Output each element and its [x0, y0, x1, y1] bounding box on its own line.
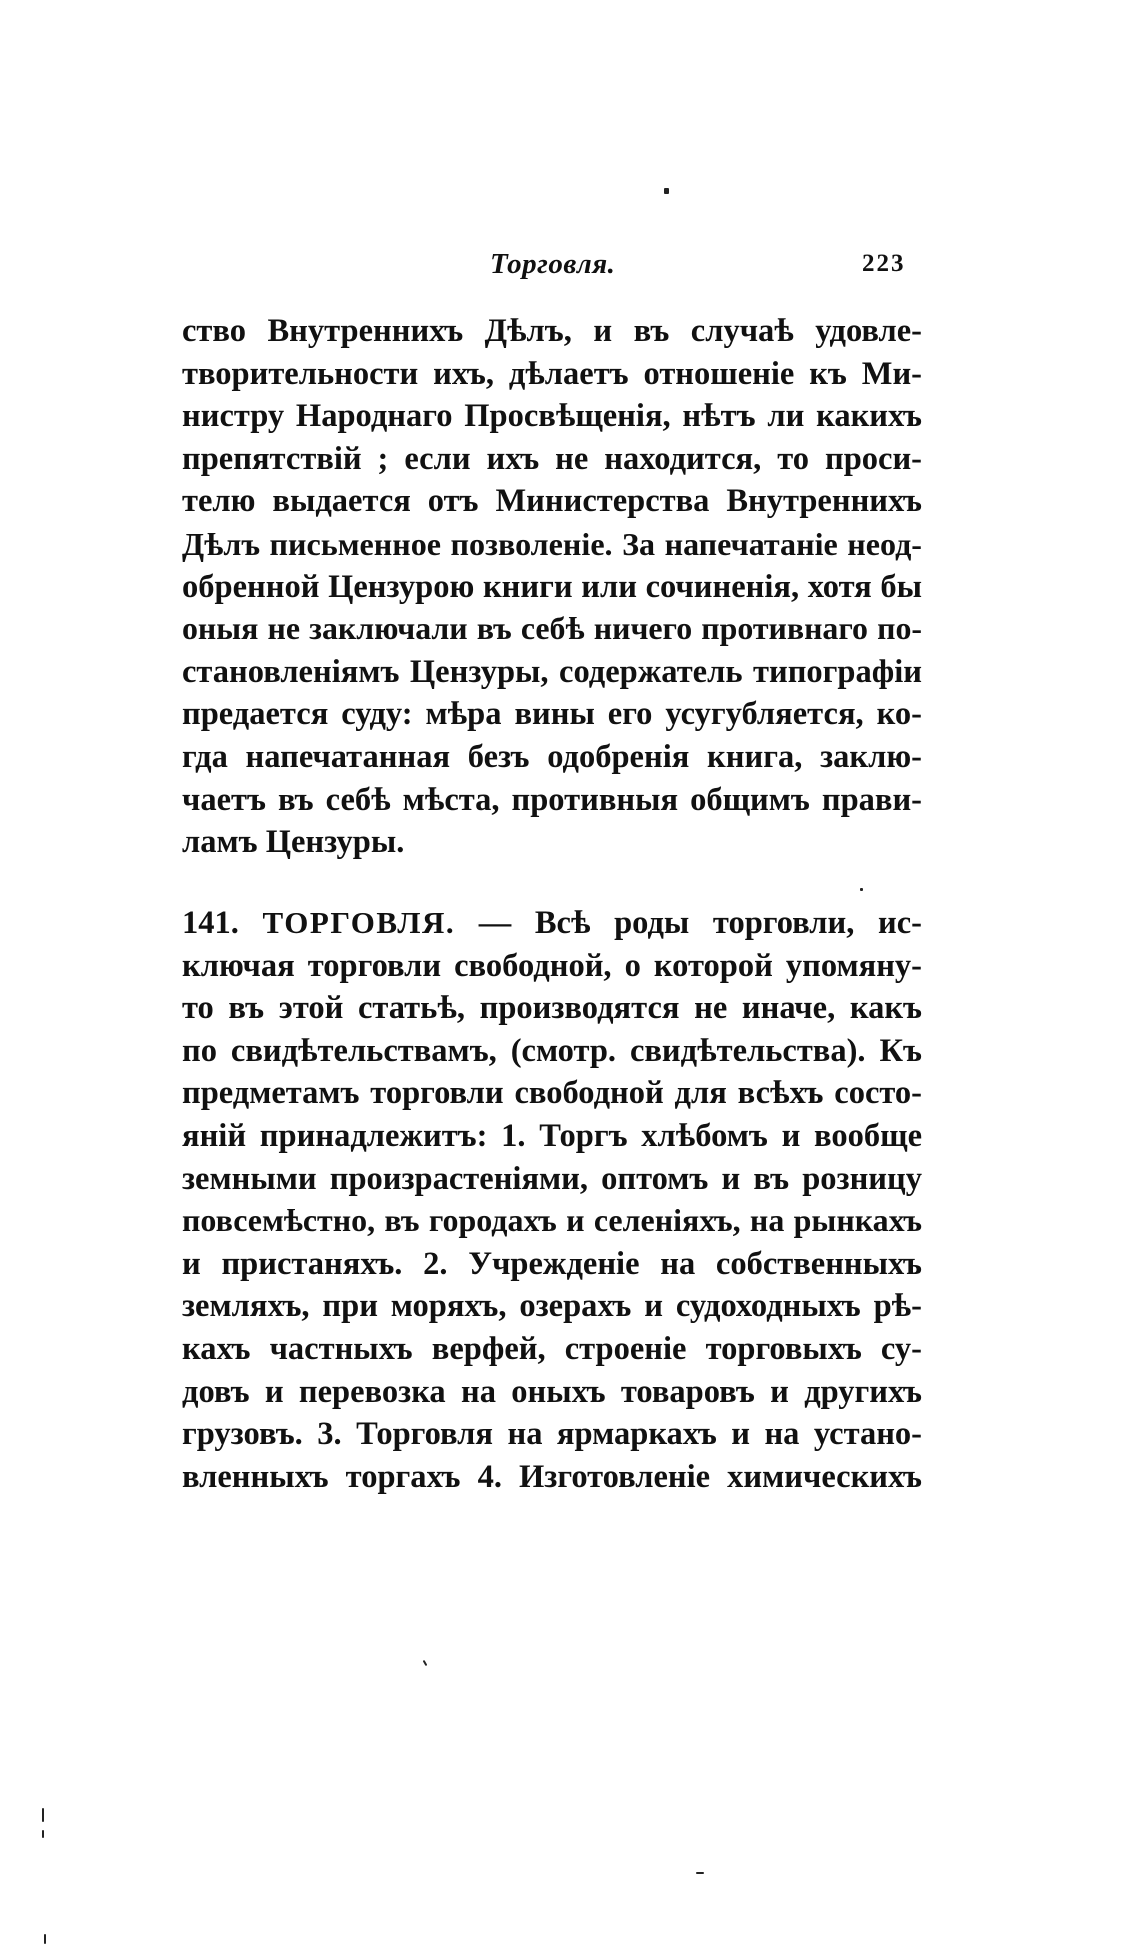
text-line: по свидѣтельствамъ, (смотр. свидѣтельства). Къ	[182, 1032, 922, 1069]
text-line: предметамъ торговли свободной для всѣхъ состо-	[182, 1075, 922, 1112]
print-speck	[860, 888, 863, 891]
text-line: предается суду: мѣра вины его усугубляется, ко-	[182, 696, 922, 733]
text-line: Дѣлъ письменное позволеніе. За напечатаніе неод-	[182, 525, 922, 562]
text-line: ключая торговли свободной, о которой упомяну-	[182, 947, 922, 984]
text-line: гда напечатанная безъ одобренія книга, заклю-	[182, 738, 922, 775]
text-line: телю выдается отъ Министерства Внутреннихъ	[182, 483, 922, 520]
text-line: творительности ихъ, дѣлаетъ отношеніе къ Ми-	[182, 355, 922, 392]
text-line: препятствій ; если ихъ не находится, то проси-	[182, 440, 922, 477]
print-speck	[423, 1660, 428, 1666]
text-line: чаетъ въ себѣ мѣста, противныя общимъ прави-	[182, 781, 922, 818]
text-line: земляхъ, при моряхъ, озерахъ и судоходныхъ рѣ-	[182, 1288, 922, 1325]
text-line: и пристаняхъ. 2. Учрежденіе на собственныхъ	[182, 1245, 922, 1282]
section-141-paragraph	[182, 902, 922, 1498]
text-line: грузовъ. 3. Торговля на ярмаркахъ и на устано-	[182, 1416, 922, 1453]
text-line: яній принадлежитъ: 1. Торгъ хлѣбомъ и вообще	[182, 1117, 922, 1154]
text-line: становленіямъ Цензуры, содержатель типографіи	[182, 653, 922, 690]
text-line: вленныхъ торгахъ 4. Изготовленіе химическихъ	[182, 1458, 922, 1495]
text-line: повсемѣстно, въ городахъ и селеніяхъ, на рынкахъ	[182, 1203, 922, 1239]
text-line: нистру Народнаго Просвѣщенія, нѣтъ ли какихъ	[182, 398, 922, 435]
print-speck	[42, 1830, 44, 1838]
print-speck	[42, 1808, 44, 1822]
running-head	[0, 236, 1140, 296]
section-title: ТОРГОВЛЯ.	[262, 905, 456, 940]
page-number: 223	[862, 250, 906, 277]
text-line: довъ и перевозка на оныхъ товаровъ и другихъ	[182, 1373, 922, 1410]
section-first-line-text: — Всѣ роды торговли, ис-	[478, 905, 922, 941]
section-heading-line	[182, 902, 922, 945]
print-speck	[44, 1934, 46, 1944]
section-number: 141.	[182, 905, 239, 941]
text-line: земными произрастеніями, оптомъ и въ розницу	[182, 1160, 922, 1197]
text-line: ламъ Цензуры.	[182, 824, 405, 861]
print-speck	[696, 1872, 704, 1874]
text-line: обренной Цензурою книги или сочиненія, хотя бы	[182, 568, 922, 605]
text-line: то въ этой статьѣ, производятся не иначе, какъ	[182, 990, 922, 1027]
continuation-paragraph	[182, 310, 922, 864]
print-speck	[664, 188, 669, 194]
text-line: кахъ частныхъ верфей, строеніе торговыхъ су-	[182, 1330, 922, 1367]
text-line: ство Внутреннихъ Дѣлъ, и въ случаѣ удовле-	[182, 313, 922, 349]
text-line: оныя не заключали въ себѣ ничего противнаго по-	[182, 611, 922, 647]
running-title: Торговля.	[490, 248, 616, 280]
